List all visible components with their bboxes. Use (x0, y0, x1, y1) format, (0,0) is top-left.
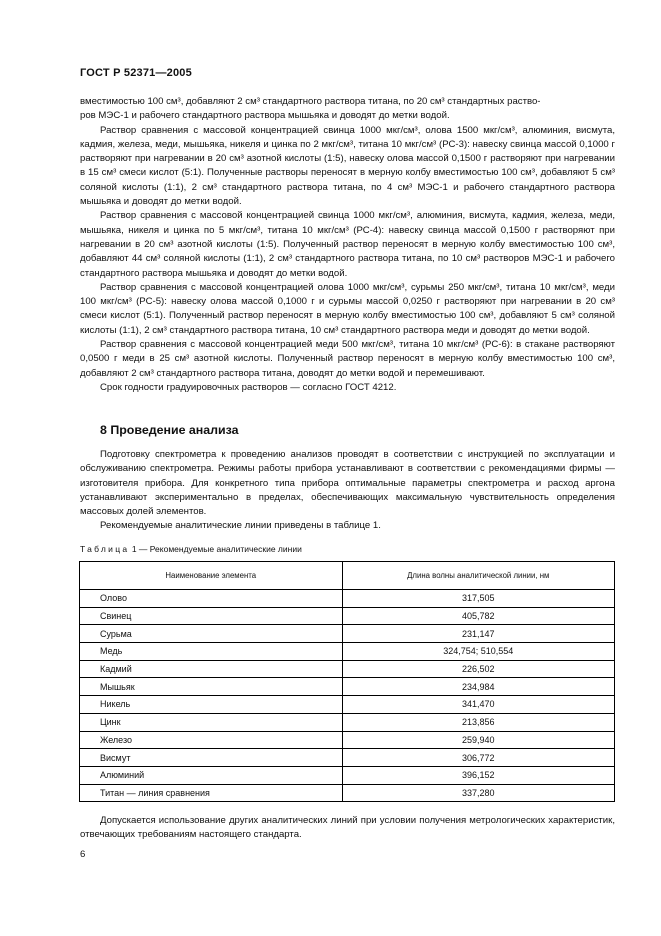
table-caption-text: 1 — Рекомендуемые аналитические линии (131, 544, 302, 554)
table-row (80, 590, 615, 608)
element-name: Цинк (80, 713, 343, 731)
table-row (80, 766, 615, 784)
table-row (80, 660, 615, 678)
table-row (80, 731, 615, 749)
table-row (80, 625, 615, 643)
paragraph: Раствор сравнения с массовой концентрацией олова 1000 мкг/см³, сурьмы 250 мкг/см³, титана 10 мкг/см³, меди 100 мкг/см³ (РС-5): навеску олова массой 0,1000 г и сурьмы массой 0,0250 г растворяют при нагревании в 20 см³ смеси кислот (5:1). Полученный раствор переносят в мерную колбу вместимостью 100 см³, добавляют 5 см³ соляной кислоты (1:1), 2 см³ стандартного раствора титана, 10 см³ стандартного раствора меди и доводят до метки водой. (80, 281, 615, 336)
element-name: Медь (80, 643, 343, 661)
table-row (80, 678, 615, 696)
table-caption-prefix: Таблица (80, 544, 130, 554)
element-name: Свинец (80, 607, 343, 625)
element-name: Кадмий (80, 660, 343, 678)
element-name: Олово (80, 590, 343, 608)
document-header: ГОСТ Р 52371—2005 (80, 67, 192, 79)
element-name: Висмут (80, 749, 343, 767)
wavelength-value: 396,152 (342, 766, 614, 784)
wavelength-value: 337,280 (342, 784, 614, 802)
element-name: Железо (80, 731, 343, 749)
body-text-bottom (80, 814, 615, 843)
table-row (80, 643, 615, 661)
table-header-row (80, 562, 615, 590)
wavelength-value: 213,856 (342, 713, 614, 731)
element-name: Титан — линия сравнения (80, 784, 343, 802)
paragraph: Допускается использование других аналитических линий при условии получения метрологических характеристик, отвечающих требованиям настоящего стандарта. (80, 815, 615, 841)
section-title: 8 Проведение анализа (100, 423, 239, 437)
column-header-wavelength: Длина волны аналитической линии, нм (342, 562, 614, 590)
body-text-top (80, 95, 615, 395)
text-line: вместимостью 100 см³, добавляют 2 см³ стандартного раствора титана, по 20 см³ стандартных раство- (80, 96, 541, 107)
wavelength-value: 226,502 (342, 660, 614, 678)
wavelength-value: 231,147 (342, 625, 614, 643)
paragraph: Подготовку спектрометра к проведению анализов проводят в соответствии с инструкцией по эксплуатации и обслуживанию спектрометра. Режимы работы прибора устанавливают в соответствии с рекомендациями фирмы — изготовителя прибора. Для конкретного типа прибора оптимальные параметры спектрометра и расход аргона устанавливают экспериментально в пределах, обеспечивающих максимальную чувствительность определения массовых долей элементов. (80, 449, 615, 518)
paragraph: Рекомендуемые аналитические линии приведены в таблице 1. (100, 520, 381, 532)
paragraph (80, 95, 615, 124)
wavelength-value: 317,505 (342, 590, 614, 608)
wavelength-value: 324,754; 510,554 (342, 643, 614, 661)
body-text-section (80, 448, 615, 534)
element-name: Сурьма (80, 625, 343, 643)
table-row (80, 749, 615, 767)
table-row (80, 696, 615, 714)
wavelength-value: 306,772 (342, 749, 614, 767)
page-number: 6 (80, 849, 86, 860)
paragraph: Срок годности градуировочных растворов — согласно ГОСТ 4212. (100, 381, 397, 393)
paragraph: Раствор сравнения с массовой концентрацией свинца 1000 мкг/см³, алюминия, висмута, кадмия, железа, меди, мышьяка, никеля и цинка по 5 мкг/см³, титана 10 мкг/см³ (РС-4): навеску свинца массой 0,1500 г растворяют при нагревании в 20 см³ азотной кислоты (1:5). Полученный раствор переносят в мерную колбу вместимостью 100 см³, добавляют 44 см³ соляной кислоты (1:1), 2 см³ стандартного раствора титана, по 10 см³ растворов МЭС-1 и рабочего стандартного раствора мышьяка и доводят до метки водой. (80, 210, 615, 279)
element-name: Алюминий (80, 766, 343, 784)
paragraph: Раствор сравнения с массовой концентрацией меди 500 мкг/см³, титана 10 мкг/см³ (РС-6): в стакане растворяют 0,0500 г меди в 25 см³ азотной кислоты. Полученный раствор переносят в мерную колбу вместимостью 100 см³, добавляют 2 см³ стандартного раствора титана, доводят до метки водой и перемешивают. (80, 339, 615, 379)
wavelength-value: 259,940 (342, 731, 614, 749)
text-line: ров МЭС-1 и рабочего стандартного раствора мышьяка и доводят до метки водой. (80, 110, 450, 122)
column-header-element: Наименование элемента (80, 562, 343, 590)
table-caption (80, 544, 302, 554)
wavelength-value: 341,470 (342, 696, 614, 714)
paragraph: Раствор сравнения с массовой концентрацией свинца 1000 мкг/см³, олова 1500 мкг/см³, алюминия, висмута, кадмия, железа, меди, мышьяка, никеля и цинка по 2 мкг/см³, титана 10 мкг/см³ (РС-3): навеску свинца массой 0,1000 г растворяют при нагревании в 20 см³ азотной кислоты (1:5), навеску олова массой 0,1500 г растворяют при нагревании в 15 см³ смеси кислот (5:1). Полученные растворы переносят в мерную колбу вместимостью 100 см³, добавляют 5 см³ соляной кислоты (1:1), 2 см³ стандартного раствора титана, по 4 см³ МЭС-1 и рабочего стандартного раствора мышьяка и доводят до метки водой. (80, 124, 615, 208)
wavelength-value: 234,984 (342, 678, 614, 696)
element-name: Мышьяк (80, 678, 343, 696)
table-row (80, 607, 615, 625)
wavelength-value: 405,782 (342, 607, 614, 625)
element-name: Никель (80, 696, 343, 714)
table-row (80, 713, 615, 731)
table-row (80, 784, 615, 802)
analytical-lines-table (79, 561, 615, 802)
